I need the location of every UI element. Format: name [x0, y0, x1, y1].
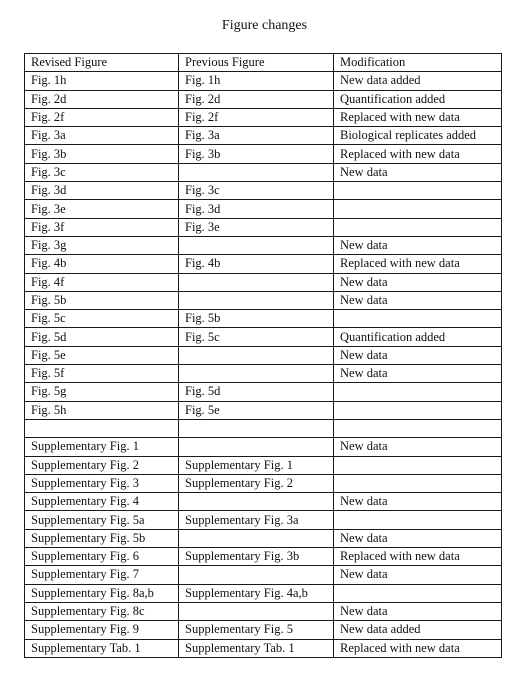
cell-modification [334, 584, 502, 602]
table-row [25, 511, 502, 529]
cell-modification [334, 511, 502, 529]
cell-modification: New data added [334, 72, 502, 90]
cell-revised-figure: Fig. 3e [25, 200, 179, 218]
cell-revised-figure: Fig. 5b [25, 291, 179, 309]
cell-previous-figure: Supplementary Tab. 1 [179, 639, 334, 657]
table-row [25, 182, 502, 200]
cell-modification [334, 419, 502, 437]
cell-previous-figure: Fig. 3e [179, 218, 334, 236]
cell-previous-figure [179, 291, 334, 309]
cell-revised-figure: Fig. 3d [25, 182, 179, 200]
cell-modification: Biological replicates added [334, 127, 502, 145]
cell-previous-figure: Supplementary Fig. 2 [179, 474, 334, 492]
table-row [25, 548, 502, 566]
cell-revised-figure: Supplementary Fig. 1 [25, 438, 179, 456]
cell-modification: New data [334, 365, 502, 383]
cell-modification: New data [334, 602, 502, 620]
cell-modification: New data [334, 163, 502, 181]
cell-modification: Quantification added [334, 328, 502, 346]
cell-modification: New data added [334, 621, 502, 639]
cell-modification [334, 200, 502, 218]
table-body [25, 72, 502, 658]
cell-modification [334, 401, 502, 419]
table-row [25, 328, 502, 346]
cell-modification: New data [334, 236, 502, 254]
cell-modification: New data [334, 566, 502, 584]
table-row [25, 72, 502, 90]
cell-modification [334, 182, 502, 200]
cell-modification: Quantification added [334, 90, 502, 108]
cell-previous-figure [179, 438, 334, 456]
table-row [25, 310, 502, 328]
cell-revised-figure: Fig. 5h [25, 401, 179, 419]
cell-revised-figure: Fig. 2d [25, 90, 179, 108]
cell-revised-figure: Supplementary Fig. 6 [25, 548, 179, 566]
table-row [25, 383, 502, 401]
table-header-row [25, 54, 502, 72]
cell-previous-figure: Fig. 4b [179, 255, 334, 273]
header-revised-figure: Revised Figure [25, 54, 179, 72]
cell-revised-figure [25, 419, 179, 437]
cell-previous-figure: Supplementary Fig. 1 [179, 456, 334, 474]
table-row [25, 145, 502, 163]
cell-previous-figure: Fig. 2d [179, 90, 334, 108]
cell-previous-figure: Fig. 5e [179, 401, 334, 419]
cell-previous-figure: Supplementary Fig. 3b [179, 548, 334, 566]
cell-revised-figure: Fig. 4b [25, 255, 179, 273]
cell-modification: Replaced with new data [334, 145, 502, 163]
cell-modification: New data [334, 346, 502, 364]
table-row [25, 474, 502, 492]
cell-revised-figure: Supplementary Fig. 4 [25, 493, 179, 511]
cell-previous-figure: Supplementary Fig. 3a [179, 511, 334, 529]
cell-modification [334, 474, 502, 492]
table-row [25, 218, 502, 236]
cell-revised-figure: Supplementary Fig. 7 [25, 566, 179, 584]
cell-previous-figure [179, 419, 334, 437]
cell-revised-figure: Supplementary Fig. 8c [25, 602, 179, 620]
cell-revised-figure: Supplementary Fig. 5b [25, 529, 179, 547]
table-row [25, 602, 502, 620]
cell-previous-figure [179, 529, 334, 547]
table-row [25, 236, 502, 254]
cell-revised-figure: Fig. 2f [25, 108, 179, 126]
cell-revised-figure: Supplementary Fig. 2 [25, 456, 179, 474]
table-row [25, 365, 502, 383]
cell-previous-figure: Fig. 1h [179, 72, 334, 90]
table-row [25, 127, 502, 145]
cell-previous-figure [179, 365, 334, 383]
cell-previous-figure: Fig. 2f [179, 108, 334, 126]
cell-modification: Replaced with new data [334, 255, 502, 273]
cell-modification: Replaced with new data [334, 639, 502, 657]
cell-revised-figure: Supplementary Fig. 3 [25, 474, 179, 492]
table-row [25, 108, 502, 126]
cell-previous-figure: Supplementary Fig. 4a,b [179, 584, 334, 602]
table-row [25, 346, 502, 364]
table-row [25, 438, 502, 456]
cell-revised-figure: Fig. 1h [25, 72, 179, 90]
cell-modification: New data [334, 493, 502, 511]
cell-previous-figure: Fig. 3b [179, 145, 334, 163]
table-row [25, 273, 502, 291]
cell-revised-figure: Supplementary Tab. 1 [25, 639, 179, 657]
table-row [25, 456, 502, 474]
cell-previous-figure [179, 236, 334, 254]
cell-previous-figure: Fig. 3a [179, 127, 334, 145]
table-row [25, 419, 502, 437]
cell-modification: New data [334, 438, 502, 456]
cell-previous-figure [179, 273, 334, 291]
cell-previous-figure: Fig. 5d [179, 383, 334, 401]
table-row [25, 566, 502, 584]
cell-modification: Replaced with new data [334, 108, 502, 126]
cell-previous-figure [179, 346, 334, 364]
cell-revised-figure: Supplementary Fig. 9 [25, 621, 179, 639]
cell-previous-figure: Fig. 3d [179, 200, 334, 218]
cell-previous-figure: Supplementary Fig. 5 [179, 621, 334, 639]
table-row [25, 639, 502, 657]
table-row [25, 163, 502, 181]
table-row [25, 291, 502, 309]
cell-modification: New data [334, 529, 502, 547]
cell-modification [334, 456, 502, 474]
cell-revised-figure: Fig. 5c [25, 310, 179, 328]
cell-previous-figure: Fig. 5b [179, 310, 334, 328]
cell-modification: New data [334, 291, 502, 309]
cell-revised-figure: Fig. 3c [25, 163, 179, 181]
cell-modification: New data [334, 273, 502, 291]
table-row [25, 90, 502, 108]
cell-previous-figure [179, 602, 334, 620]
cell-revised-figure: Fig. 5d [25, 328, 179, 346]
figure-changes-table [24, 53, 502, 658]
table-row [25, 621, 502, 639]
cell-revised-figure: Fig. 4f [25, 273, 179, 291]
cell-modification [334, 310, 502, 328]
table-row [25, 255, 502, 273]
table-row [25, 493, 502, 511]
cell-revised-figure: Fig. 5g [25, 383, 179, 401]
document-title: Figure changes [221, 18, 308, 33]
header-modification: Modification [334, 54, 502, 72]
cell-revised-figure: Supplementary Fig. 5a [25, 511, 179, 529]
cell-revised-figure: Supplementary Fig. 8a,b [25, 584, 179, 602]
cell-revised-figure: Fig. 5e [25, 346, 179, 364]
cell-revised-figure: Fig. 5f [25, 365, 179, 383]
cell-modification [334, 218, 502, 236]
table-row [25, 200, 502, 218]
header-previous-figure: Previous Figure [179, 54, 334, 72]
table-row [25, 529, 502, 547]
cell-previous-figure [179, 493, 334, 511]
cell-revised-figure: Fig. 3g [25, 236, 179, 254]
cell-previous-figure: Fig. 3c [179, 182, 334, 200]
cell-revised-figure: Fig. 3a [25, 127, 179, 145]
cell-modification: Replaced with new data [334, 548, 502, 566]
cell-previous-figure [179, 163, 334, 181]
cell-revised-figure: Fig. 3b [25, 145, 179, 163]
table-row [25, 584, 502, 602]
cell-modification [334, 383, 502, 401]
table-row [25, 401, 502, 419]
cell-previous-figure: Fig. 5c [179, 328, 334, 346]
cell-previous-figure [179, 566, 334, 584]
cell-revised-figure: Fig. 3f [25, 218, 179, 236]
